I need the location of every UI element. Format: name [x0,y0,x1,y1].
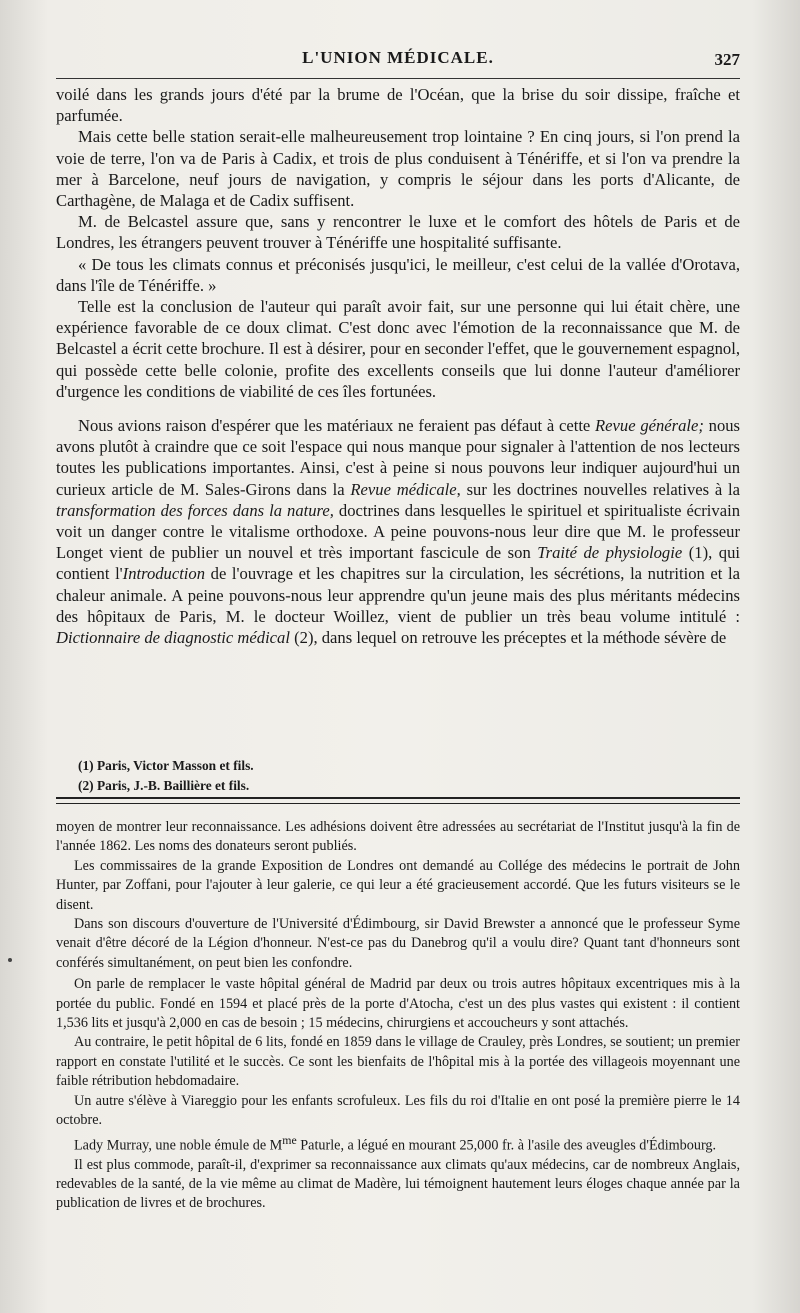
paragraph-5: Telle est la conclusion de l'auteur qui paraît avoir fait, sur une personne qui lui était chère, une expérience favorable de ce doux climat. C'est donc avec l'émotion de la reconnaissance que M. de Belcastel a écrit cette brochure. Il est à désirer, pour en seconder l'effet, que le gouvernement espagnol, qui possède cette belle colonie, profite des excellents conseils que lui donne l'auteur d'améliorer d'urgence les conditions de viabilité de ces îles fortunées. [56,297,740,401]
binding-mark [8,958,12,962]
feuilleton-separator [56,797,740,799]
feuilleton-paragraph-4: On parle de remplacer le vaste hôpital général de Madrid par deux ou trois autres hôpitaux excentriques mis à la portée du public. Fondé en 1594 et placé près de la porte d'Atocha, c'est un des plus vastes qui existent : il contient 1,536 lits et jusqu'à 2,000 en cas de besoin ; 15 médecins, chirurgiens et accoucheurs y sont attachés. [56,976,740,1032]
feuilleton-text [56,818,740,1214]
feuilleton-paragraph-5: Au contraire, le petit hôpital de 6 lits, fondé en 1859 dans le village de Crauley, près Londres, se soutient; un premier rapport en constate l'utilité et le succès. Ce sont les bienfaits de l'hôpital mis à la portée des villageois moyennant une faible rétribution hebdomadaire. [56,1034,740,1090]
text-run: Paturle, a légué en mourant 25,000 fr. à l'asile des aveugles d'Édimbourg. [296,1137,717,1154]
running-title: L'UNION MÉDICALE. [302,48,494,67]
text-run: de l'ouvrage et les chapitres sur la circulation, les sécrétions, la nutrition et la chaleur animale. A peine pouvons-nous leur apprendre qu'un jeune mais des plus méritants médecins des hôpitaux de Paris, M. le docteur Woillez, vient de publier un très beau volume intitulé : [56,564,740,626]
text-run: , sur les doctrines nouvelles relatives à la [456,479,740,499]
footnote-1: (1) Paris, Victor Masson et fils. [78,758,254,773]
header-rule [56,78,740,79]
italic-run: Traité de physiologie [537,543,683,563]
page-number: 327 [714,50,740,69]
feuilleton-paragraph-3: Dans son discours d'ouverture de l'Université d'Édimbourg, sir David Brewster a annoncé que le professeur Syme venait d'être décoré de la Légion d'honneur. N'est-ce pas du Danebrog qu'il a voulu dire? Quant tant d'honneurs sont conférés simultanément, on peut bien les confondre. [56,916,740,971]
feuilleton-paragraph-8: Il est plus commode, paraît-il, d'exprimer sa reconnaissance aux climats qu'aux médecins, car de nombreux Anglais, redevables de la santé, de la vie même au climat de Madère, lui témoignent hautement leurs éloges chaque année par la publication de livres et de brochures. [56,1156,740,1212]
paragraph-1: voilé dans les grands jours d'été par la brume de l'Océan, que la brise du soir dissipe, fraîche et parfumée. [56,85,740,126]
superscript: me [282,1132,297,1147]
italic-run: Introduction [122,564,206,584]
italic-run: transformation des forces dans la nature, [56,500,334,520]
feuilleton-paragraph-1: moyen de montrer leur reconnaissance. Les adhésions doivent être adressées au secrétariat de l'Institut jusqu'à la fin de l'année 1862. Les noms des donateurs seront publiés. [56,819,740,855]
feuilleton-paragraph-7 [56,1131,740,1156]
feuilleton-paragraph-2: Les commissaires de la grande Exposition de Londres ont demandé au Collége des médecins le portrait de John Hunter, par Zoffani, pour l'ajouter à leur galerie, ce qui leur a été gracieusement accordé. Que les futurs visiteurs se le disent. [56,857,740,913]
footnote-2: (2) Paris, J.-B. Baillière et fils. [78,778,250,793]
footnotes [78,756,740,796]
italic-run: Revue médicale [350,479,457,499]
page-header [56,48,740,78]
feuilleton-separator-thin [56,803,740,804]
paragraph-6 [56,415,740,648]
text-run: nous avons plutôt à craindre que ce soit l'espace qui nous manque pour signaler à l'attention de nos lecteurs toutes les publications importantes. Ainsi, c'est à peine si nous pouvons leur indiquer aujourd'hui un curieux article de M. Sales-Girons dans la [56,416,740,499]
paragraph-2: Mais cette belle station serait-elle malheureusement trop lointaine ? En cinq jours, si l'on prend la voie de terre, l'on va de Paris à Cadix, et trois de plus conduisent à Ténériffe, et si l'on va prendre la mer à Barcelone, neuf jours de navigation, y compris le séjour dans les ports d'Alicante, de Carthagène, de Malaga et de Cadix suffisent. [56,127,740,211]
paragraph-4: « De tous les climats connus et préconisés jusqu'ici, le meilleur, c'est celui de la vallée d'Orotava, dans l'île de Ténériffe. » [56,254,740,295]
text-run: (1), qui contient l' [56,543,741,584]
text-run: doctrines dans lesquelles le spirituel et spiritualiste écrivain voit un danger contre le vitalisme orthodoxe. A peine pouvons-nous leur dire que M. le professeur Longet vient de publier un nouvel et très important fascicule de son [56,500,740,563]
paragraph-3: M. de Belcastel assure que, sans y rencontrer le luxe et le comfort des hôtels de Paris et de Londres, les étrangers peuvent trouver à Ténériffe une hospitalité suffisante. [56,212,740,253]
italic-run: Dictionnaire de diagnostic médical [56,628,290,648]
text-run: (2), dans lequel on retrouve les préceptes et la méthode sévère de [289,628,727,648]
text-run: Nous avions raison d'espérer que les matériaux ne feraient pas défaut à cette [78,416,596,436]
main-text [56,84,740,648]
feuilleton-paragraph-6: Un autre s'élève à Viareggio pour les enfants scrofuleux. Les fils du roi d'Italie en ont posé la première pierre le 14 octobre. [56,1092,740,1129]
text-run: Lady Murray, une noble émule de M [74,1137,283,1154]
italic-run: Revue générale; [595,416,704,436]
